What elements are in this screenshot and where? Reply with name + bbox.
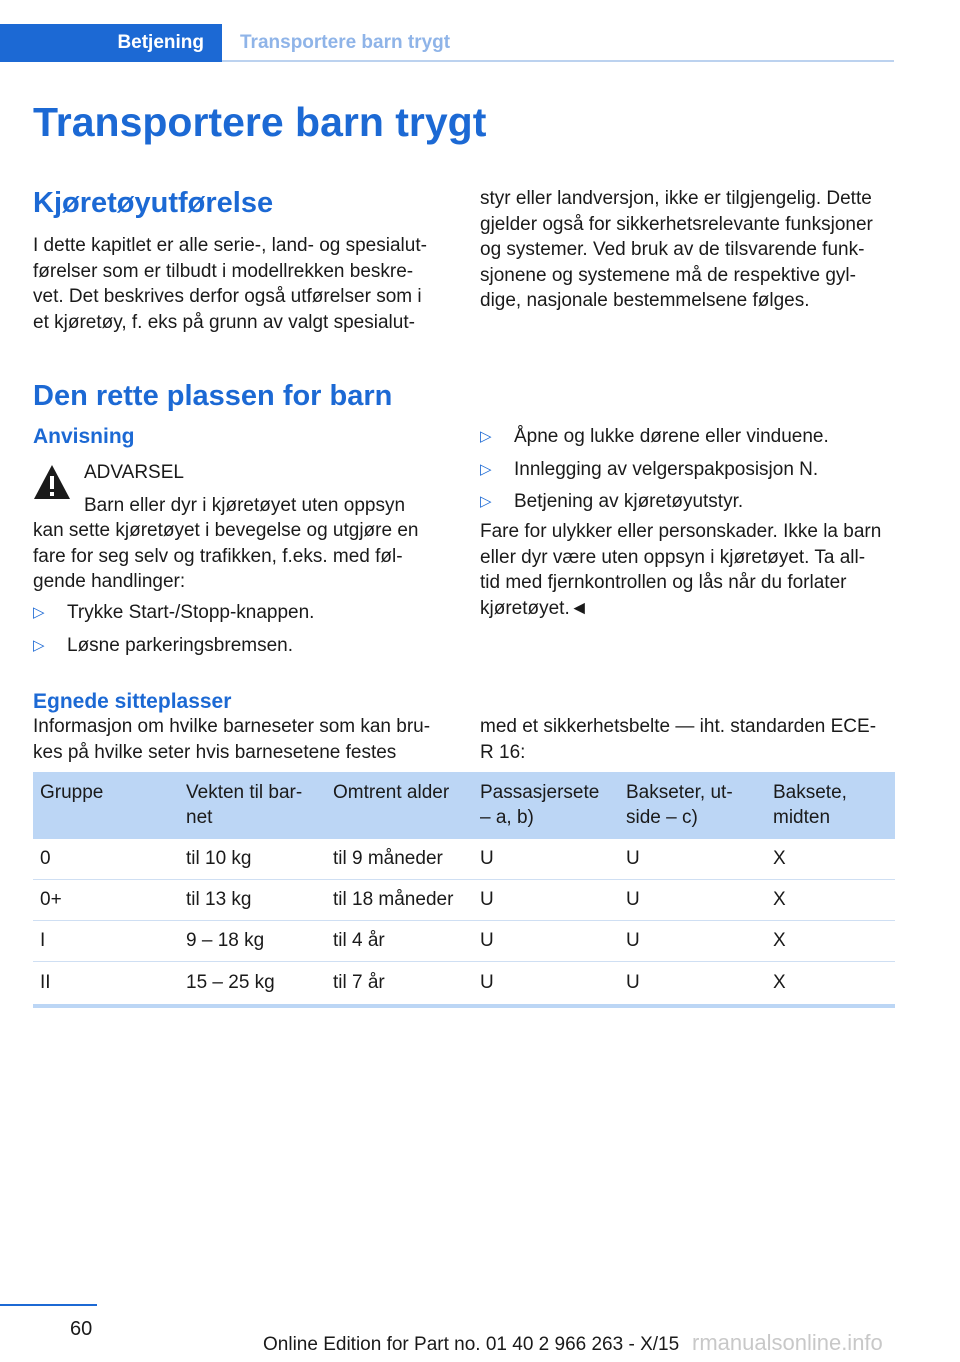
section1-right-text — [480, 186, 900, 314]
page-number: 60 — [70, 1318, 93, 1340]
table-cell: U — [473, 839, 619, 880]
table-cell: X — [766, 921, 895, 962]
column-header-alder: Omtrent alder — [326, 772, 473, 839]
list-item — [480, 489, 900, 522]
section-title-rette-plassen: Den rette plassen for barn — [33, 380, 393, 412]
table-cell: 15 – 25 kg — [179, 962, 326, 1007]
table-cell: U — [619, 839, 766, 880]
text-line: vet. Det beskrives derfor også utførelser som i — [33, 286, 422, 308]
list-item — [480, 424, 900, 457]
text-line: kan sette kjøretøyet i bevegelse og utgjøre en — [33, 520, 419, 541]
section3-left-text — [33, 714, 453, 765]
column-header-bakseter-utside: Bakseter, ut- side – c) — [619, 772, 766, 839]
table-cell: U — [619, 921, 766, 962]
table-row — [33, 839, 895, 880]
text-line: fare for seg selv og trafikken, f.eks. med føl- — [33, 545, 403, 567]
list-item — [480, 457, 900, 490]
watermark-text: rmanualsonline.info — [692, 1330, 883, 1355]
text-line: tid med fjernkontrollen og lås når du forlater — [480, 572, 847, 594]
table-cell: X — [766, 880, 895, 921]
triangle-right-outline-icon: ▷ — [480, 493, 492, 510]
list-item-text: Åpne og lukke dørene eller vinduene. — [514, 426, 829, 447]
text-line: Fare for ulykker eller personskader. Ikke la barn — [480, 521, 882, 542]
child-seat-table — [33, 772, 895, 1008]
text-line: styr eller landversjon, ikke er tilgjengelig. Dette — [480, 188, 872, 209]
warning-label: ADVARSEL — [84, 462, 184, 483]
header-tab-betjening[interactable] — [0, 24, 222, 62]
text-line: eller dyr være uten oppsyn i kjøretøyet. Ta all- — [480, 546, 866, 568]
table-cell: til 10 kg — [179, 839, 326, 880]
text-line: og systemer. Ved bruk av de tilsvarende funk- — [480, 239, 865, 261]
table-cell: til 18 måneder — [326, 880, 473, 921]
table-cell: til 4 år — [326, 921, 473, 962]
text-line: førelser som er tilbudt i modellrekken beskre- — [33, 260, 414, 282]
table-header-row — [33, 772, 895, 839]
text-line: kes på hvilke seter hvis barnesetene festes — [33, 741, 397, 763]
warning-triangle-icon — [33, 464, 71, 500]
text-line: I dette kapitlet er alle serie-, land- og spesialut- — [33, 235, 427, 256]
subtitle-anvisning: Anvisning — [33, 425, 135, 448]
table-cell: U — [473, 880, 619, 921]
text-line: kjøretøyet.◄ — [480, 597, 589, 619]
table-row — [33, 962, 895, 1007]
table-cell: til 9 måneder — [326, 839, 473, 880]
text-line: Informasjon om hvilke barneseter som kan bru- — [33, 716, 431, 737]
section2-right-text — [480, 519, 900, 621]
warning-first-line: Barn eller dyr i kjøretøyet uten oppsyn — [84, 495, 406, 516]
table-cell: U — [473, 962, 619, 1007]
table-row — [33, 921, 895, 962]
section3-right-text — [480, 714, 900, 765]
column-header-baksete-midten: Baksete, midten — [766, 772, 895, 839]
header-tab-betjening-label: Betjening — [117, 32, 204, 53]
footer-divider — [0, 1304, 97, 1306]
triangle-right-outline-icon: ▷ — [480, 460, 492, 478]
table-cell: 0+ — [33, 880, 179, 921]
header-tab-current-label: Transportere barn trygt — [240, 32, 451, 53]
column-header-passasjersete: Passasjersete – a, b) — [473, 772, 619, 839]
table-cell: U — [619, 962, 766, 1007]
triangle-right-outline-icon: ▷ — [33, 604, 45, 621]
bullet-list-left — [33, 600, 453, 665]
table-cell: X — [766, 962, 895, 1007]
list-item — [33, 600, 453, 633]
bullet-list-right — [480, 424, 900, 522]
header-tab-current[interactable] — [240, 24, 450, 62]
warning-text — [33, 518, 453, 595]
triangle-right-outline-icon: ▷ — [480, 428, 492, 445]
list-item-text: Trykke Start-/Stopp-knappen. — [67, 602, 315, 623]
text-line: gjelder også for sikkerhetsrelevante funksjoner — [480, 213, 873, 235]
table-cell: II — [33, 962, 179, 1007]
table-cell: 9 – 18 kg — [179, 921, 326, 962]
header-divider — [222, 60, 894, 62]
section-title-kjoretoyutforelse: Kjøretøyutførelse — [33, 187, 274, 219]
list-item-text: Betjening av kjøretøyutstyr. — [514, 491, 744, 512]
table-cell: til 13 kg — [179, 880, 326, 921]
text-line: R 16: — [480, 741, 526, 763]
section1-left-text — [33, 233, 453, 335]
table-cell: U — [619, 880, 766, 921]
text-line: et kjøretøy, f. eks på grunn av valgt spesialut- — [33, 311, 415, 333]
text-line: gende handlinger: — [33, 571, 186, 593]
text-line: dige, nasjonale bestemmelsene følges. — [480, 290, 810, 312]
list-item — [33, 633, 453, 666]
table-row — [33, 880, 895, 921]
table-cell: 0 — [33, 839, 179, 880]
list-item-text: Innlegging av velgerspakposisjon N. — [514, 458, 819, 480]
table-cell: U — [473, 921, 619, 962]
column-header-vekten: Vekten til bar- net — [179, 772, 326, 839]
text-line: med et sikkerhetsbelte — iht. standarden ECE- — [480, 716, 877, 737]
table-cell: I — [33, 921, 179, 962]
text-line: sjonene og systemene må de respektive gyl- — [480, 264, 856, 286]
table-cell: X — [766, 839, 895, 880]
online-edition-text: Online Edition for Part no. 01 40 2 966 263 - X/15 — [263, 1334, 680, 1355]
triangle-right-outline-icon: ▷ — [33, 636, 45, 654]
page-title: Transportere barn trygt — [33, 99, 487, 145]
table-cell: til 7 år — [326, 962, 473, 1007]
list-item-text: Løsne parkeringsbremsen. — [67, 634, 293, 656]
column-header-gruppe: Gruppe — [33, 772, 179, 839]
subtitle-egnede-sitteplasser: Egnede sitteplasser — [33, 690, 232, 713]
